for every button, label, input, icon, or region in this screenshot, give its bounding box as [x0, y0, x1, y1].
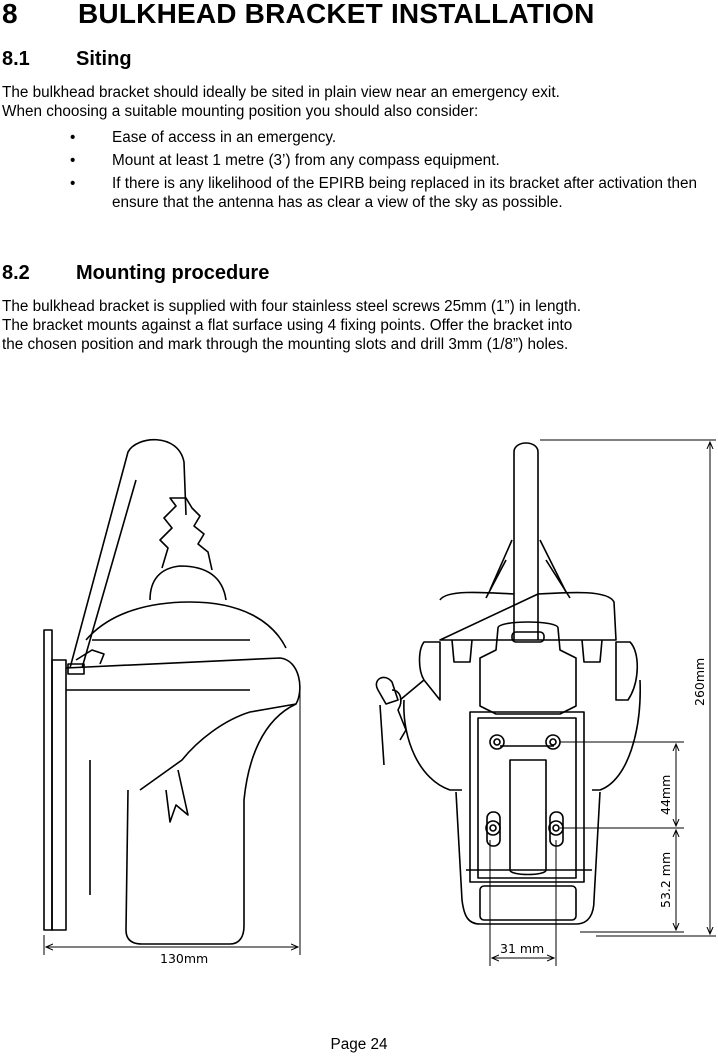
- dimension-height: [540, 440, 716, 936]
- list-item: • If there is any likelihood of the EPIRB being replaced in its bracket after activation then ensure that the antenna has as clear a view of the sky as possible.: [70, 175, 698, 211]
- bullet-marker: •: [70, 129, 76, 146]
- list-item: • Mount at least 1 metre (3’) from any compass equipment.: [70, 152, 500, 169]
- dimension-height-label: 260mm: [692, 657, 707, 706]
- dimension-width: [44, 690, 300, 955]
- subsection-title: Mounting procedure: [76, 262, 270, 284]
- siting-intro-line-2: When choosing a suitable mounting position you should also consider:: [2, 103, 479, 120]
- list-item: • Ease of access in an emergency.: [70, 129, 337, 146]
- dimension-bottom-label: 53.2 mm: [658, 851, 673, 908]
- bullet-marker: •: [70, 175, 76, 192]
- subsection-number: 8.1: [2, 48, 30, 70]
- mounting-line-1: The bulkhead bracket is supplied with four stainless steel screws 25mm (1”) in length.: [2, 298, 581, 315]
- dimension-width-label: 130mm: [160, 951, 209, 966]
- section-title: BULKHEAD BRACKET INSTALLATION: [78, 0, 595, 29]
- mounting-line-3: the chosen position and mark through the mounting slots and drill 3mm (1/8”) holes.: [2, 336, 569, 353]
- section-number: 8: [2, 0, 18, 29]
- dimension-slot-spacing-label: 44mm: [658, 774, 673, 815]
- mounting-line-2: The bracket mounts against a flat surface using 4 fixing points. Offer the bracket into: [2, 317, 573, 334]
- side-view-drawing: [44, 440, 300, 944]
- subsection-number: 8.2: [2, 262, 30, 284]
- bullet-marker: •: [70, 152, 76, 169]
- subsection-title: Siting: [76, 48, 132, 70]
- page-number: Page 24: [330, 1036, 388, 1053]
- siting-intro-line-1: The bulkhead bracket should ideally be sited in plain view near an emergency exit.: [2, 84, 560, 101]
- front-view-drawing: [376, 443, 640, 924]
- dimension-slot-width-label: 31 mm: [500, 941, 545, 956]
